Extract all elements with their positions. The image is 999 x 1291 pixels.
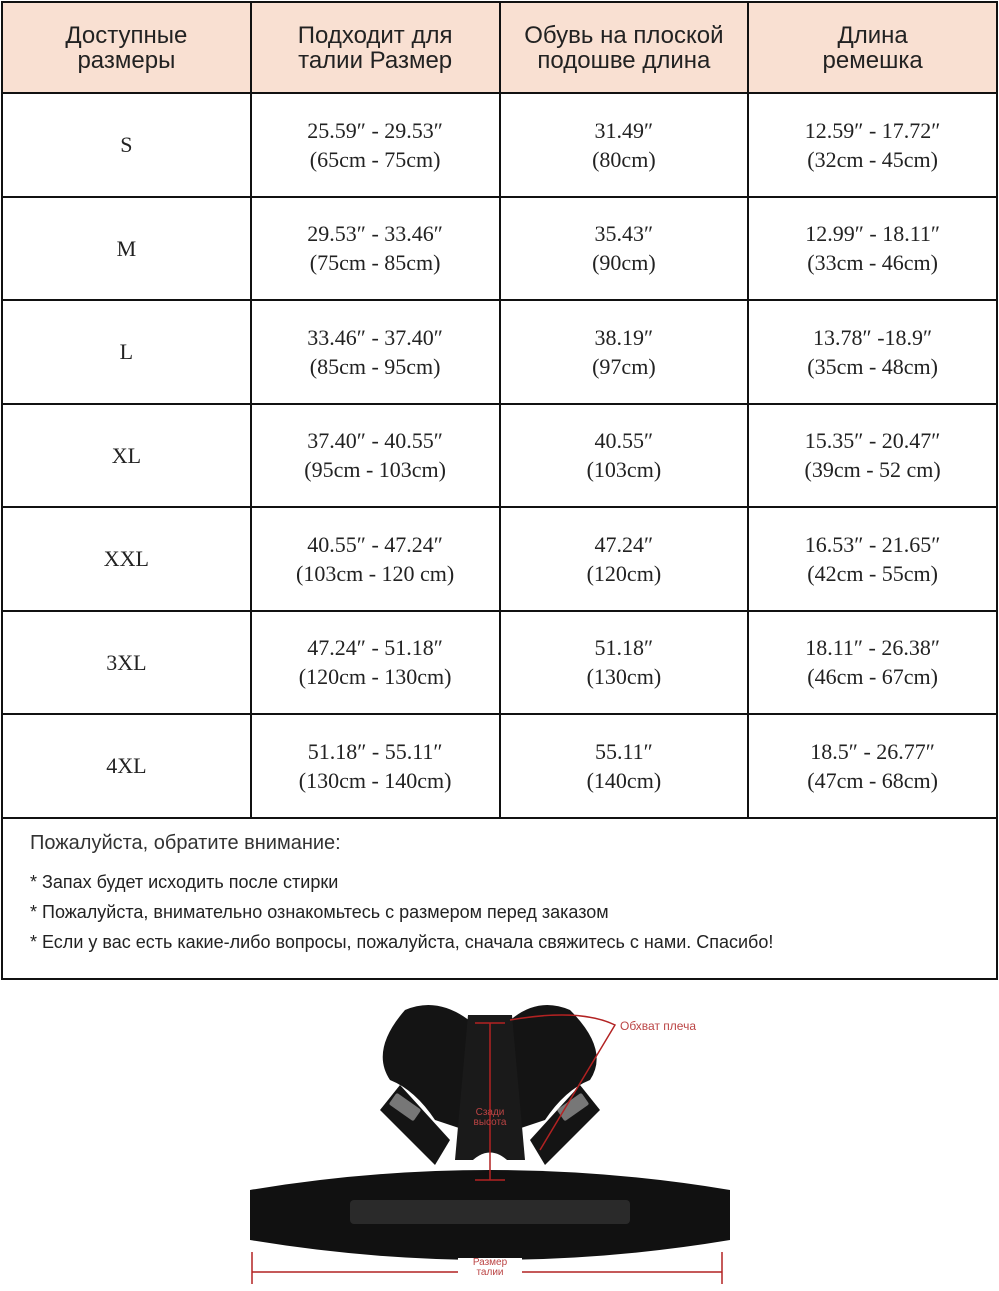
strap-cell xyxy=(748,611,997,715)
length-cell xyxy=(500,300,749,404)
size-cell: L xyxy=(2,300,251,404)
size-cell: M xyxy=(2,197,251,301)
cell-cm: (103cm) xyxy=(586,457,662,483)
cell-inches: 38.19″ xyxy=(594,324,654,350)
waist-cell xyxy=(251,197,500,301)
cell-cm: (90cm) xyxy=(592,250,656,276)
strap-cell xyxy=(748,404,997,508)
cell-cm: (120cm - 130cm) xyxy=(298,664,452,690)
table-row xyxy=(2,714,997,818)
cell-inches: 16.53″ - 21.65″ xyxy=(804,531,941,557)
table-row xyxy=(2,507,997,611)
cell-inches: 12.59″ - 17.72″ xyxy=(804,117,941,143)
size-chart-table xyxy=(1,1,998,819)
header-line: Длина xyxy=(837,21,908,49)
cell-inches: 40.55″ - 47.24″ xyxy=(307,531,443,557)
header-line: талии Размер xyxy=(298,46,453,74)
cell-inches: 55.11″ xyxy=(594,738,653,764)
cell-cm: (75cm - 85cm) xyxy=(309,250,441,276)
cell-inches: 40.55″ xyxy=(594,428,654,454)
cell-cm: (130cm) xyxy=(586,664,662,690)
cell-inches: 47.24″ xyxy=(594,531,654,557)
length-cell xyxy=(500,197,749,301)
waist-size-label-line: Размер xyxy=(472,1257,508,1268)
header-line: Обувь на плоской xyxy=(524,21,724,49)
posture-corrector-image xyxy=(240,990,740,1290)
cell-inches: 25.59″ - 29.53″ xyxy=(307,117,443,143)
notes-title: Пожалуйста, обратите внимание: xyxy=(30,832,341,854)
back-height-label-line: Сзади xyxy=(475,1107,505,1118)
cell-inches: 33.46″ - 37.40″ xyxy=(307,324,443,350)
note-line: * Пожалуйста, внимательно ознакомьтесь с размером перед заказом xyxy=(30,902,609,922)
cell-cm: (95cm - 103cm) xyxy=(304,457,446,483)
header-waist-size xyxy=(251,2,500,93)
cell-cm: (32cm - 45cm) xyxy=(807,146,938,172)
cell-inches: 51.18″ xyxy=(594,635,654,661)
cell-cm: (80cm) xyxy=(592,146,656,172)
strap-cell xyxy=(748,714,997,818)
strap-cell xyxy=(748,507,997,611)
cell-cm: (47cm - 68cm) xyxy=(807,767,938,793)
cell-cm: (103cm - 120 cm) xyxy=(296,560,455,586)
header-length xyxy=(500,2,749,93)
table-row xyxy=(2,93,997,197)
waist-cell xyxy=(251,714,500,818)
cell-inches: 35.43″ xyxy=(594,221,654,247)
cell-cm: (130cm - 140cm) xyxy=(298,767,452,793)
header-line: ремешка xyxy=(822,46,923,74)
length-cell xyxy=(500,611,749,715)
cell-cm: (85cm - 95cm) xyxy=(309,353,441,379)
table-header-row xyxy=(2,2,997,93)
notes-box xyxy=(1,816,998,980)
cell-inches: 51.18″ - 55.11″ xyxy=(307,738,443,764)
length-cell xyxy=(500,714,749,818)
table-row xyxy=(2,300,997,404)
shoulder-label: Обхват плеча xyxy=(620,1019,696,1033)
header-line: Доступные xyxy=(65,21,188,49)
waist-size-label-line: талии xyxy=(476,1267,504,1278)
strap-cell xyxy=(748,197,997,301)
header-strap-length xyxy=(748,2,997,93)
cell-cm: (140cm) xyxy=(586,767,662,793)
cell-inches: 31.49″ xyxy=(594,117,654,143)
waist-size-label xyxy=(458,1258,522,1278)
cell-inches: 13.78″ -18.9″ xyxy=(813,324,933,350)
belt-band xyxy=(350,1200,630,1224)
cell-cm: (120cm) xyxy=(586,560,662,586)
table-row xyxy=(2,611,997,715)
header-line: подошве длина xyxy=(537,46,711,74)
header-available-sizes xyxy=(2,2,251,93)
cell-cm: (35cm - 48cm) xyxy=(807,353,938,379)
cell-cm: (46cm - 67cm) xyxy=(807,664,938,690)
size-cell: 4XL xyxy=(2,714,251,818)
size-cell: XXL xyxy=(2,507,251,611)
cell-inches: 12.99″ - 18.11″ xyxy=(805,221,941,247)
back-height-label xyxy=(458,1108,522,1128)
cell-inches: 18.5″ - 26.77″ xyxy=(810,738,935,764)
cell-inches: 29.53″ - 33.46″ xyxy=(307,221,443,247)
cell-cm: (33cm - 46cm) xyxy=(807,250,938,276)
cell-inches: 18.11″ - 26.38″ xyxy=(805,635,941,661)
size-cell: S xyxy=(2,93,251,197)
waist-cell xyxy=(251,404,500,508)
length-cell xyxy=(500,404,749,508)
length-cell xyxy=(500,93,749,197)
header-line: размеры xyxy=(77,46,176,74)
header-line: Подходит для xyxy=(297,21,453,49)
cell-cm: (97cm) xyxy=(592,353,656,379)
strap-cell xyxy=(748,93,997,197)
waist-cell xyxy=(251,507,500,611)
size-cell: 3XL xyxy=(2,611,251,715)
back-height-label-line: высота xyxy=(473,1117,507,1128)
posture-corrector-diagram xyxy=(240,990,740,1290)
length-cell xyxy=(500,507,749,611)
cell-inches: 15.35″ - 20.47″ xyxy=(804,428,941,454)
waist-cell xyxy=(251,300,500,404)
cell-cm: (39cm - 52 cm) xyxy=(804,457,941,483)
cell-inches: 37.40″ - 40.55″ xyxy=(307,428,443,454)
waist-cell xyxy=(251,93,500,197)
note-line: * Если у вас есть какие-либо вопросы, пожалуйста, сначала свяжитесь с нами. Спасибо! xyxy=(30,932,774,952)
note-line: * Запах будет исходить после стирки xyxy=(30,872,339,892)
waist-cell xyxy=(251,611,500,715)
cell-cm: (42cm - 55cm) xyxy=(807,560,938,586)
table-row xyxy=(2,197,997,301)
size-cell: XL xyxy=(2,404,251,508)
cell-inches: 47.24″ - 51.18″ xyxy=(307,635,443,661)
table-row xyxy=(2,404,997,508)
cell-cm: (65cm - 75cm) xyxy=(309,146,441,172)
strap-cell xyxy=(748,300,997,404)
